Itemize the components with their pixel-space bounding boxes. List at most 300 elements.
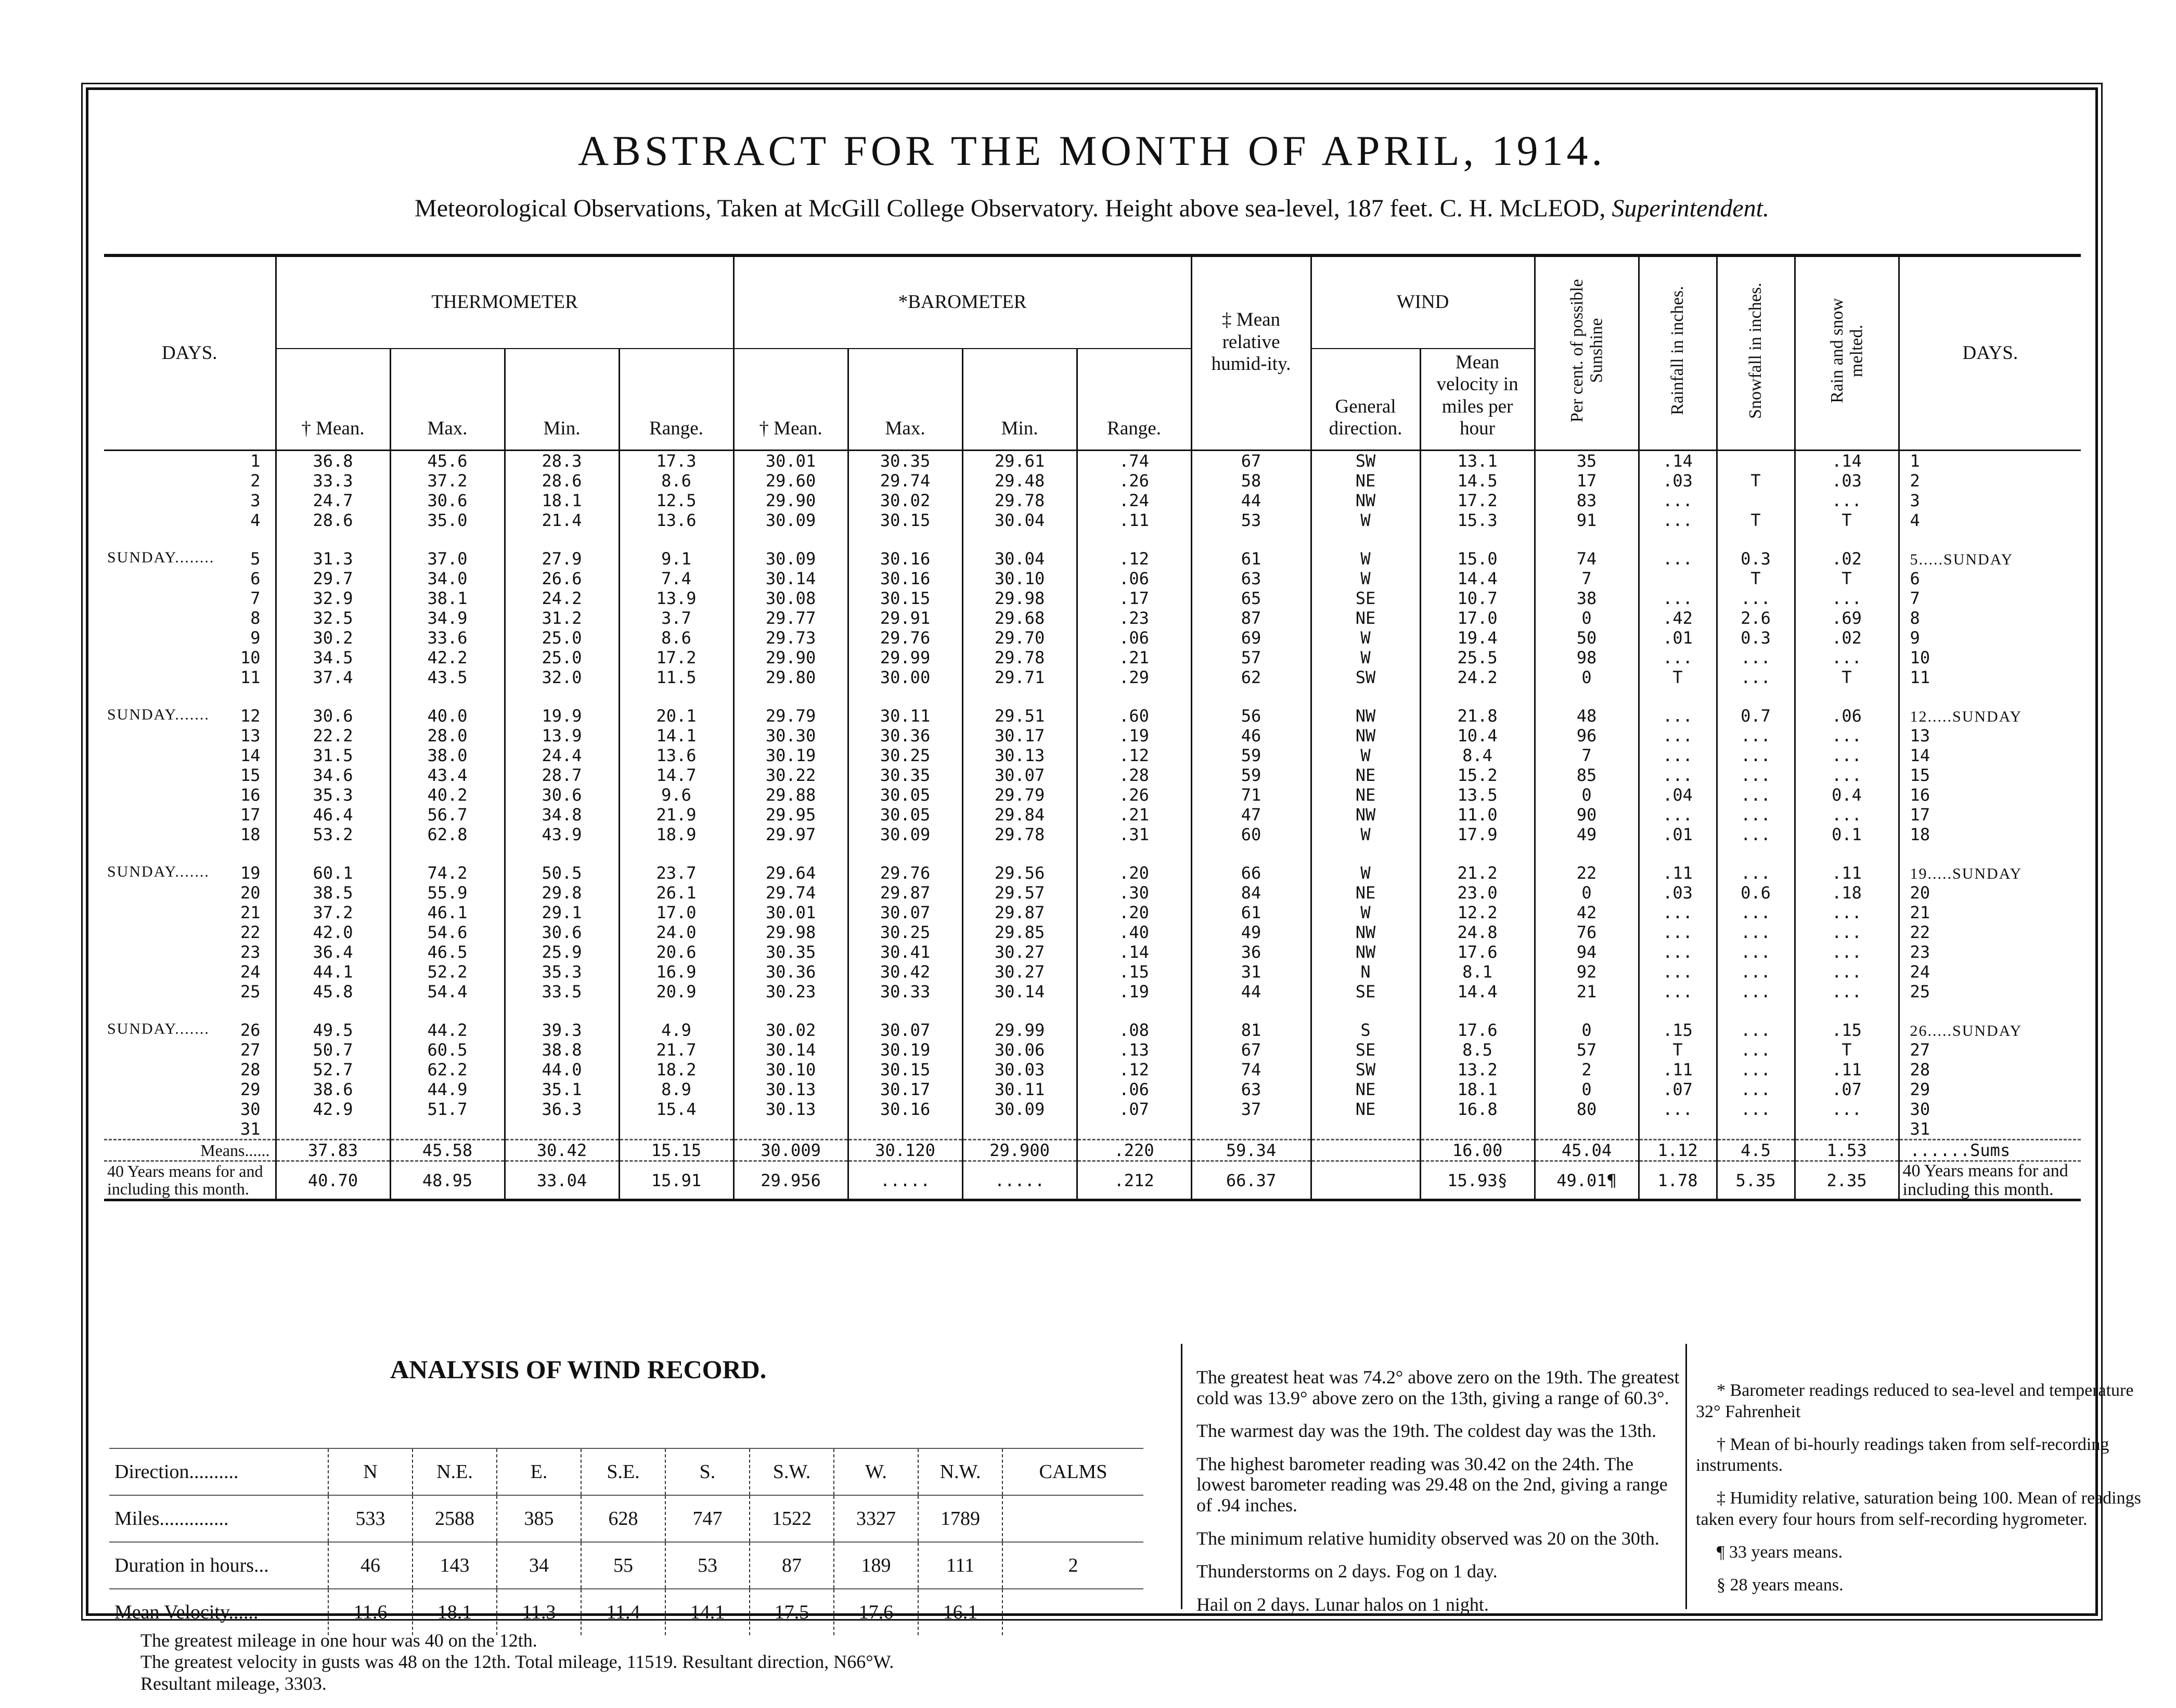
snowfall-cell: ... bbox=[1717, 726, 1795, 746]
table-row bbox=[104, 706, 2081, 726]
wind-velocity-cell: 24.8 bbox=[1420, 922, 1535, 942]
means-row bbox=[104, 1140, 2081, 1161]
table-row bbox=[104, 825, 2081, 844]
humidity-cell: 60 bbox=[1191, 825, 1311, 844]
thermo-range-header: Range. bbox=[619, 349, 733, 451]
sunshine-cell: 17 bbox=[1535, 471, 1639, 491]
thermo-cell: 31.2 bbox=[505, 608, 619, 628]
wind-velocity-cell: 24.2 bbox=[1420, 667, 1535, 687]
rainfall-cell: ... bbox=[1639, 922, 1717, 942]
thermo-cell: 15.15 bbox=[619, 1140, 733, 1161]
observations-table bbox=[104, 254, 2081, 1201]
table-row bbox=[104, 667, 2081, 687]
wind-velocity-cell: 16.00 bbox=[1420, 1140, 1535, 1161]
baro-max-header: Max. bbox=[848, 349, 962, 451]
rainfall-cell: ... bbox=[1639, 805, 1717, 825]
thermo-cell: 30.6 bbox=[505, 922, 619, 942]
rainfall-cell: .15 bbox=[1639, 1020, 1717, 1040]
sunshine-cell: 0 bbox=[1535, 883, 1639, 903]
rainfall-cell: .03 bbox=[1639, 883, 1717, 903]
day-label bbox=[104, 785, 276, 805]
footnote: § 28 years means. bbox=[1717, 1575, 1844, 1595]
snowfall-cell: ... bbox=[1717, 648, 1795, 667]
baro-cell: 30.17 bbox=[962, 726, 1077, 746]
table-row bbox=[104, 569, 2081, 588]
day-number: 4 bbox=[250, 510, 261, 530]
baro-cell: 29.56 bbox=[962, 863, 1077, 883]
day-right-text: 9 bbox=[1910, 628, 1920, 648]
baro-cell: .06 bbox=[1077, 628, 1191, 648]
day-right-text: 17 bbox=[1910, 805, 1930, 825]
thermo-cell: 37.2 bbox=[390, 471, 505, 491]
day-number: 21 bbox=[240, 903, 261, 922]
wind-direction-cell: W bbox=[1311, 628, 1420, 648]
sunshine-cell: 0 bbox=[1535, 667, 1639, 687]
baro-cell: .24 bbox=[1077, 491, 1191, 510]
baro-cell: 29.71 bbox=[962, 667, 1077, 687]
wind-velocity-cell: 15.2 bbox=[1420, 765, 1535, 785]
gap-cell bbox=[390, 687, 505, 706]
day-right-label bbox=[1899, 549, 2081, 569]
wind-velocity-cell: 23.0 bbox=[1420, 883, 1535, 903]
sunday-label: SUNDAY........ bbox=[107, 549, 215, 566]
humidity-cell: 44 bbox=[1191, 982, 1311, 1001]
day-right-text: 6 bbox=[1910, 569, 1920, 588]
thermo-cell: 30.6 bbox=[390, 491, 505, 510]
sunshine-cell: 98 bbox=[1535, 648, 1639, 667]
snowfall-cell: ... bbox=[1717, 825, 1795, 844]
gap-cell bbox=[1639, 1001, 1717, 1020]
thermo-cell: 32.5 bbox=[276, 608, 390, 628]
wind-direction-cell: W bbox=[1311, 648, 1420, 667]
thermo-cell: 40.2 bbox=[390, 785, 505, 805]
baro-cell: 30.13 bbox=[733, 1099, 848, 1119]
wind-velocity-cell: 12.2 bbox=[1420, 903, 1535, 922]
baro-cell: 30.04 bbox=[962, 510, 1077, 530]
thermo-cell: 62.2 bbox=[390, 1060, 505, 1080]
table-row bbox=[104, 1060, 2081, 1080]
day-label bbox=[104, 1099, 276, 1119]
baro-cell: 29.78 bbox=[962, 491, 1077, 510]
day-label bbox=[104, 863, 276, 883]
baro-cell: 30.36 bbox=[848, 726, 962, 746]
baro-cell: 30.09 bbox=[733, 510, 848, 530]
wind-direction-cell: NW bbox=[1311, 942, 1420, 962]
gap-cell bbox=[1311, 530, 1420, 549]
baro-cell: 30.08 bbox=[733, 588, 848, 608]
rainsnow-cell: .15 bbox=[1795, 1020, 1899, 1040]
row-gap bbox=[104, 844, 2081, 863]
gap-cell bbox=[1899, 1001, 2081, 1020]
thermo-cell: 20.6 bbox=[619, 942, 733, 962]
day-label bbox=[104, 451, 276, 471]
thermo-cell: 38.0 bbox=[390, 746, 505, 765]
humidity-cell: 36 bbox=[1191, 942, 1311, 962]
table-row bbox=[104, 765, 2081, 785]
thermo-cell: 28.6 bbox=[276, 510, 390, 530]
sunshine-cell: 0 bbox=[1535, 608, 1639, 628]
gap-cell bbox=[1899, 844, 2081, 863]
gap-cell bbox=[1191, 530, 1311, 549]
sunshine-cell: 80 bbox=[1535, 1099, 1639, 1119]
baro-cell: 30.06 bbox=[962, 1040, 1077, 1060]
baro-cell: 29.98 bbox=[962, 588, 1077, 608]
rainsnow-cell: ... bbox=[1795, 903, 1899, 922]
snowfall-cell: 0.6 bbox=[1717, 883, 1795, 903]
gap-cell bbox=[276, 530, 390, 549]
baro-cell: .28 bbox=[1077, 765, 1191, 785]
snowfall-cell: ... bbox=[1717, 1099, 1795, 1119]
humidity-cell: 37 bbox=[1191, 1099, 1311, 1119]
humidity-cell: 81 bbox=[1191, 1020, 1311, 1040]
baro-cell: .20 bbox=[1077, 863, 1191, 883]
day-number: 17 bbox=[240, 805, 261, 825]
sunshine-cell: 35 bbox=[1535, 451, 1639, 471]
humidity-cell: 59 bbox=[1191, 765, 1311, 785]
baro-cell: 30.19 bbox=[848, 1040, 962, 1060]
wind-analysis-row bbox=[109, 1542, 1143, 1589]
thermo-cell: 46.1 bbox=[390, 903, 505, 922]
rainsnow-cell: ... bbox=[1795, 962, 1899, 982]
snowfall-cell: ... bbox=[1717, 667, 1795, 687]
day-label bbox=[104, 922, 276, 942]
day-number: 16 bbox=[240, 785, 261, 805]
table-row bbox=[104, 982, 2081, 1001]
day-right-label bbox=[1899, 451, 2081, 471]
sunday-label: SUNDAY....... bbox=[107, 1020, 210, 1037]
wind-analysis-cell: 747 bbox=[665, 1495, 750, 1542]
day-right-label bbox=[1899, 1119, 2081, 1140]
day-right-text: 12.....SUNDAY bbox=[1910, 708, 2023, 725]
thermo-cell: 30.42 bbox=[505, 1140, 619, 1161]
table-row bbox=[104, 1119, 2081, 1140]
day-label bbox=[104, 706, 276, 726]
footnotes bbox=[1696, 1380, 2159, 1607]
gap-cell bbox=[962, 844, 1077, 863]
footnote: † Mean of bi-hourly readings taken from self-recording instruments. bbox=[1696, 1434, 2109, 1475]
gap-cell bbox=[276, 687, 390, 706]
baro-cell: .220 bbox=[1077, 1140, 1191, 1161]
table-row bbox=[104, 471, 2081, 491]
baro-cell: 29.80 bbox=[733, 667, 848, 687]
day-label bbox=[104, 588, 276, 608]
gap-cell bbox=[505, 687, 619, 706]
baro-cell: 29.61 bbox=[962, 451, 1077, 471]
day-right-text: 26.....SUNDAY bbox=[1910, 1022, 2023, 1039]
wind-analysis-cell: 46 bbox=[328, 1542, 413, 1589]
rainfall-cell: .01 bbox=[1639, 825, 1717, 844]
snowfall-cell bbox=[1717, 451, 1795, 471]
gap-cell bbox=[733, 530, 848, 549]
rainfall-cell: ... bbox=[1639, 726, 1717, 746]
thermo-cell: 43.9 bbox=[505, 825, 619, 844]
thermo-cell: 21.9 bbox=[619, 805, 733, 825]
day-number: 15 bbox=[240, 765, 261, 785]
day-right-label bbox=[1899, 628, 2081, 648]
rainsnow-cell: 1.53 bbox=[1795, 1140, 1899, 1161]
thermo-cell: 42.9 bbox=[276, 1099, 390, 1119]
day-label bbox=[104, 765, 276, 785]
table-row bbox=[104, 805, 2081, 825]
wind-velocity-cell: 19.4 bbox=[1420, 628, 1535, 648]
rainfall-cell: 1.12 bbox=[1639, 1140, 1717, 1161]
day-right-text: 18 bbox=[1910, 825, 1930, 844]
baro-cell: 30.10 bbox=[962, 569, 1077, 588]
sunshine-cell: 7 bbox=[1535, 746, 1639, 765]
rainfall-cell: T bbox=[1639, 1040, 1717, 1060]
baro-cell: .212 bbox=[1077, 1161, 1191, 1200]
thermo-cell: 44.9 bbox=[390, 1080, 505, 1099]
wind-analysis-cell bbox=[1002, 1589, 1143, 1635]
thermo-cell: 18.1 bbox=[505, 491, 619, 510]
thermo-cell: 13.9 bbox=[505, 726, 619, 746]
thermo-cell: 30.6 bbox=[276, 706, 390, 726]
snowfall-header: Snowfall in inches. bbox=[1746, 282, 1766, 419]
rainsnow-cell: ... bbox=[1795, 942, 1899, 962]
baro-cell: 29.73 bbox=[733, 628, 848, 648]
baro-cell: 30.09 bbox=[962, 1099, 1077, 1119]
wind-analysis-row bbox=[109, 1448, 1143, 1495]
wind-analysis-cell: 189 bbox=[834, 1542, 918, 1589]
rainfall-cell: ... bbox=[1639, 765, 1717, 785]
sunshine-cell: 57 bbox=[1535, 1040, 1639, 1060]
footnote: ¶ 33 years means. bbox=[1717, 1542, 1843, 1562]
wind-direction-cell: NE bbox=[1311, 883, 1420, 903]
humidity-cell: 66 bbox=[1191, 863, 1311, 883]
baro-cell: 29.76 bbox=[848, 628, 962, 648]
thermo-cell: 37.83 bbox=[276, 1140, 390, 1161]
summary-note: The highest barometer reading was 30.42 on the 24th. The lowest barometer reading was 29.48 on the 2nd, giving a range of .94 inches. bbox=[1196, 1453, 1668, 1516]
baro-cell: 30.009 bbox=[733, 1140, 848, 1161]
day-number: 26 bbox=[240, 1020, 261, 1040]
thermo-cell: 24.2 bbox=[505, 588, 619, 608]
thermo-cell: 24.4 bbox=[505, 746, 619, 765]
day-number: 1 bbox=[250, 451, 261, 471]
wind-analysis-cell: E. bbox=[497, 1448, 581, 1495]
day-right-text: 22 bbox=[1910, 922, 1930, 942]
snowfall-cell: ... bbox=[1717, 1060, 1795, 1080]
baro-cell: 30.14 bbox=[733, 1040, 848, 1060]
baro-cell: 29.60 bbox=[733, 471, 848, 491]
empty-cell bbox=[1311, 1161, 1420, 1200]
wind-velocity-cell: 8.5 bbox=[1420, 1040, 1535, 1060]
baro-cell: 29.88 bbox=[733, 785, 848, 805]
wind-analysis-cell: 143 bbox=[413, 1542, 497, 1589]
gap-cell bbox=[1077, 530, 1191, 549]
thermo-cell: 33.6 bbox=[390, 628, 505, 648]
table-row bbox=[104, 1020, 2081, 1040]
day-right-label bbox=[1899, 471, 2081, 491]
wind-direction-cell: W bbox=[1311, 569, 1420, 588]
sunshine-cell: 2 bbox=[1535, 1060, 1639, 1080]
day-right-text: 29 bbox=[1910, 1080, 1930, 1099]
snowfall-cell: T bbox=[1717, 510, 1795, 530]
humidity-cell: 61 bbox=[1191, 549, 1311, 569]
baro-cell: 29.78 bbox=[962, 825, 1077, 844]
gap-cell bbox=[848, 530, 962, 549]
humidity-header: ‡ Mean relative humid-ity. bbox=[1191, 255, 1311, 451]
sunshine-cell: 38 bbox=[1535, 588, 1639, 608]
wind-velocity-cell: 8.4 bbox=[1420, 746, 1535, 765]
humidity-cell: 58 bbox=[1191, 471, 1311, 491]
wind-analysis-cell: S.E. bbox=[581, 1448, 665, 1495]
baro-cell: 30.04 bbox=[962, 549, 1077, 569]
baro-cell: 30.11 bbox=[962, 1080, 1077, 1099]
baro-cell: 30.09 bbox=[733, 549, 848, 569]
rainsnow-cell: ... bbox=[1795, 1099, 1899, 1119]
day-number: 31 bbox=[240, 1119, 261, 1139]
baro-cell: .08 bbox=[1077, 1020, 1191, 1040]
gap-cell bbox=[1795, 844, 1899, 863]
observations-body bbox=[104, 451, 2081, 1200]
thermo-cell: 31.5 bbox=[276, 746, 390, 765]
snowfall-cell: ... bbox=[1717, 863, 1795, 883]
gap-cell bbox=[619, 1001, 733, 1020]
thermo-cell: 25.9 bbox=[505, 942, 619, 962]
wind-analysis-cell: 55 bbox=[581, 1542, 665, 1589]
day-right-text: 28 bbox=[1910, 1060, 1930, 1080]
wind-analysis-cell: 385 bbox=[497, 1495, 581, 1542]
baro-cell: 30.02 bbox=[848, 491, 962, 510]
day-right-label bbox=[1899, 805, 2081, 825]
gap-cell bbox=[1535, 844, 1639, 863]
thermo-cell: 40.70 bbox=[276, 1161, 390, 1200]
humidity-cell: 62 bbox=[1191, 667, 1311, 687]
day-right-label bbox=[1899, 883, 2081, 903]
day-right-label bbox=[1899, 903, 2081, 922]
thermo-cell: 34.5 bbox=[276, 648, 390, 667]
gap-cell bbox=[1420, 1001, 1535, 1020]
day-right-text: 11 bbox=[1910, 667, 1930, 687]
gap-cell bbox=[1311, 687, 1420, 706]
wind-analysis-label: Mean Velocity...... bbox=[114, 1601, 259, 1623]
day-right-text: 30 bbox=[1910, 1099, 1930, 1119]
gap-cell bbox=[1077, 1001, 1191, 1020]
days-header: DAYS. bbox=[104, 255, 276, 451]
thermo-cell: 33.3 bbox=[276, 471, 390, 491]
gap-cell bbox=[390, 1001, 505, 1020]
wind-analysis-table bbox=[109, 1448, 1143, 1635]
baro-cell: 29.900 bbox=[962, 1140, 1077, 1161]
thermo-cell: 36.8 bbox=[276, 451, 390, 471]
wind-analysis-row bbox=[109, 1495, 1143, 1542]
day-right-text: 23 bbox=[1910, 942, 1930, 962]
day-right-text: 16 bbox=[1910, 785, 1930, 805]
wind-direction-cell: NE bbox=[1311, 765, 1420, 785]
thermo-cell: 28.7 bbox=[505, 765, 619, 785]
gap-cell bbox=[104, 530, 276, 549]
thermo-cell: 60.1 bbox=[276, 863, 390, 883]
thermo-cell: 19.9 bbox=[505, 706, 619, 726]
day-number: 8 bbox=[250, 608, 261, 628]
thermo-cell: 26.1 bbox=[619, 883, 733, 903]
baro-cell: 30.05 bbox=[848, 785, 962, 805]
wind-analysis-cell: 2 bbox=[1002, 1542, 1143, 1589]
day-right-text: 21 bbox=[1910, 903, 1930, 922]
rainfall-cell bbox=[1639, 569, 1717, 588]
wind-direction-header: General direction. bbox=[1311, 349, 1420, 451]
table-row bbox=[104, 1040, 2081, 1060]
baro-cell: 30.13 bbox=[962, 746, 1077, 765]
gap-cell bbox=[276, 1001, 390, 1020]
thermo-cell: 29.8 bbox=[505, 883, 619, 903]
thermo-cell: 27.9 bbox=[505, 549, 619, 569]
wind-velocity-cell: 25.5 bbox=[1420, 648, 1535, 667]
day-number: 13 bbox=[240, 726, 261, 746]
baro-cell: .40 bbox=[1077, 922, 1191, 942]
humidity-cell: 69 bbox=[1191, 628, 1311, 648]
summary-notes bbox=[1196, 1367, 1685, 1627]
gap-cell bbox=[733, 687, 848, 706]
day-right-text: 19.....SUNDAY bbox=[1910, 865, 2023, 882]
day-right-label bbox=[1899, 510, 2081, 530]
wind-direction-cell: NW bbox=[1311, 922, 1420, 942]
thermo-cell: 25.0 bbox=[505, 648, 619, 667]
humidity-cell: 61 bbox=[1191, 903, 1311, 922]
humidity-cell: 31 bbox=[1191, 962, 1311, 982]
day-label bbox=[104, 471, 276, 491]
thermo-cell: 54.6 bbox=[390, 922, 505, 942]
years40-label: 40 Years means for and including this month. bbox=[104, 1161, 276, 1200]
rainfall-cell: .14 bbox=[1639, 451, 1717, 471]
baro-cell: 29.99 bbox=[848, 648, 962, 667]
thermo-cell: 48.95 bbox=[390, 1161, 505, 1200]
humidity-cell: 74 bbox=[1191, 1060, 1311, 1080]
wind-velocity-cell: 13.1 bbox=[1420, 451, 1535, 471]
baro-cell: 30.30 bbox=[733, 726, 848, 746]
day-label bbox=[104, 608, 276, 628]
day-label bbox=[104, 883, 276, 903]
rainfall-cell: ... bbox=[1639, 1099, 1717, 1119]
wind-note: Resultant mileage, 3303. bbox=[140, 1673, 327, 1694]
gap-cell bbox=[1077, 844, 1191, 863]
wind-direction-cell: S bbox=[1311, 1020, 1420, 1040]
thermo-cell: 45.8 bbox=[276, 982, 390, 1001]
rainfall-cell: ... bbox=[1639, 942, 1717, 962]
gap-cell bbox=[1311, 844, 1420, 863]
baro-cell: 29.87 bbox=[962, 903, 1077, 922]
wind-velocity-cell: 17.6 bbox=[1420, 1020, 1535, 1040]
gap-cell bbox=[276, 844, 390, 863]
thermo-cell: 54.4 bbox=[390, 982, 505, 1001]
wind-direction-cell: SE bbox=[1311, 588, 1420, 608]
humidity-cell: 49 bbox=[1191, 922, 1311, 942]
snowfall-cell: 5.35 bbox=[1717, 1161, 1795, 1200]
wind-direction-cell: W bbox=[1311, 549, 1420, 569]
day-label bbox=[104, 491, 276, 510]
wind-analysis-cell: 11.4 bbox=[581, 1589, 665, 1635]
rainsnow-cell: ... bbox=[1795, 726, 1899, 746]
baro-cell: .12 bbox=[1077, 746, 1191, 765]
rainsnow-cell: 0.1 bbox=[1795, 825, 1899, 844]
wind-analysis-cell: N.E. bbox=[413, 1448, 497, 1495]
wind-header: WIND bbox=[1311, 255, 1535, 349]
gap-cell bbox=[848, 1001, 962, 1020]
baro-cell: 30.41 bbox=[848, 942, 962, 962]
day-right-text: 1 bbox=[1910, 451, 1920, 471]
gap-cell bbox=[1191, 1001, 1311, 1020]
thermo-cell: 8.6 bbox=[619, 628, 733, 648]
baro-cell bbox=[1077, 1119, 1191, 1140]
baro-cell: 30.09 bbox=[848, 825, 962, 844]
baro-cell bbox=[733, 1119, 848, 1140]
baro-cell bbox=[848, 1119, 962, 1140]
thermo-cell: 20.1 bbox=[619, 706, 733, 726]
sunday-label: SUNDAY....... bbox=[107, 863, 210, 880]
rainsnow-cell: ... bbox=[1795, 922, 1899, 942]
snowfall-cell: T bbox=[1717, 569, 1795, 588]
humidity-cell: 87 bbox=[1191, 608, 1311, 628]
